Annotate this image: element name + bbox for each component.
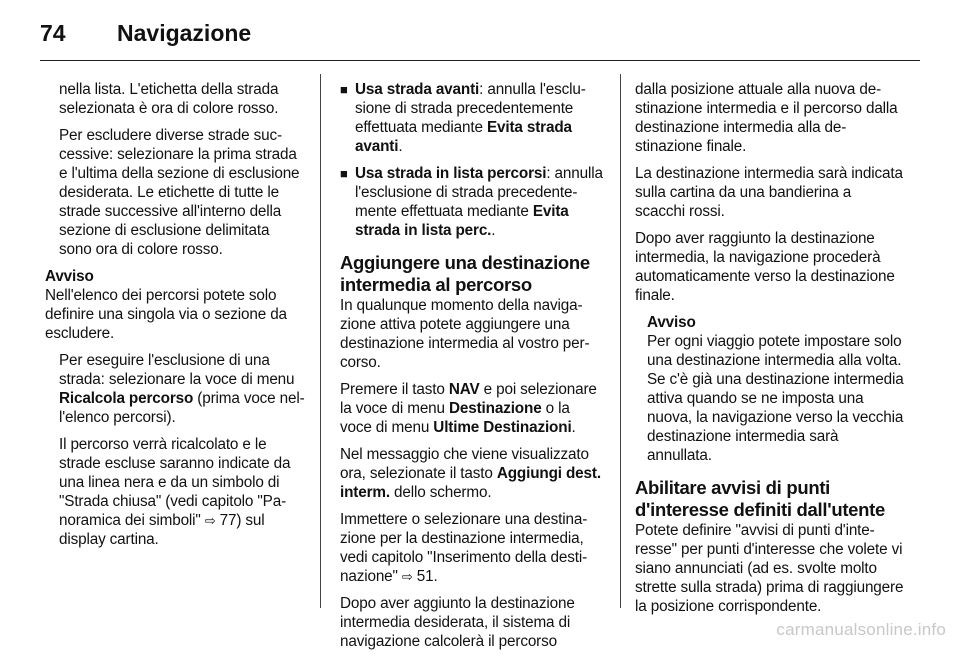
note-title: Avviso bbox=[647, 314, 696, 331]
menu-item-reference: Usa strada in lista percorsi bbox=[355, 165, 547, 182]
note-title: Avviso bbox=[45, 268, 94, 285]
paragraph bbox=[340, 380, 605, 437]
paragraph bbox=[47, 351, 305, 427]
page-title: Navigazione bbox=[117, 20, 252, 46]
text-run: . bbox=[491, 222, 496, 239]
paragraph: In qualunque momento della navigazione attiva potete aggiungere una destinazione intermedia al vostro percorso. bbox=[340, 297, 590, 371]
paragraph bbox=[340, 445, 605, 502]
text-run: e poi selezionare la voce di menu bbox=[340, 381, 597, 417]
paragraph: nella lista. L'etichetta della strada selezionata è ora di colore rosso. bbox=[59, 81, 279, 117]
header-rule bbox=[40, 60, 920, 61]
text-run: dello schermo. bbox=[389, 484, 492, 501]
bullet-item bbox=[340, 164, 605, 240]
text-run: . bbox=[571, 419, 576, 436]
bullet-square-icon: ■ bbox=[340, 82, 348, 97]
note-box bbox=[635, 313, 905, 465]
page-number: 74 bbox=[40, 20, 66, 46]
section-heading: Abilitare avvisi di punti d'interesse definiti dall'utente bbox=[635, 477, 886, 520]
paragraph: dalla posizione attuale alla nuova destinazione intermedia e il percorso dalla destinazione intermedia alla destinazione finale. bbox=[635, 81, 898, 155]
button-reference: Aggiungi dest. interm. bbox=[340, 465, 601, 501]
page-reference-arrow-icon: ⇨ bbox=[204, 513, 216, 528]
text-run: Immettere o selezionare una destinazione per la destinazione intermedia, vedi capitolo "Inserimento della destinazione" bbox=[340, 511, 588, 585]
page-header bbox=[0, 0, 960, 64]
column-2 bbox=[340, 80, 605, 659]
text-run: o la voce di menu bbox=[340, 400, 570, 436]
menu-item-reference: Ultime Destinazioni bbox=[433, 419, 572, 436]
column-3 bbox=[635, 80, 905, 624]
note-box bbox=[45, 267, 305, 343]
text-run: Il percorso verrà ricalcolato e le strade escluse saranno indicate da una linea nera e da un simbolo di "Strada chiusa" (vedi capitolo "Panoramica dei simboli" bbox=[59, 436, 291, 529]
menu-item-reference: Ricalcola percorso bbox=[59, 390, 194, 407]
button-reference: NAV bbox=[448, 381, 480, 398]
paragraph: Dopo aver raggiunto la destinazione intermedia, la navigazione procederà automaticamente verso la destinazione finale. bbox=[635, 230, 895, 304]
text-run: 51. bbox=[412, 568, 438, 585]
paragraph: Dopo aver aggiunto la destinazione intermedia desiderata, il sistema di navigazione calcolerà il percorso bbox=[340, 595, 575, 650]
column-1 bbox=[47, 80, 305, 557]
section-heading: Aggiungere una destinazione intermedia al percorso bbox=[340, 252, 590, 295]
paragraph: Potete definire "avvisi di punti d'interesse" per punti d'interesse che volete vi siano annunciati (ad es. svolte molto strette sulla strada) prima di raggiungere la posizione corrispondente. bbox=[635, 522, 904, 615]
watermark: carmanualsonline.info bbox=[776, 620, 946, 639]
menu-item-reference: Destinazione bbox=[449, 400, 542, 417]
text-run: Nel messaggio che viene visualizzato ora, selezionate il tasto bbox=[340, 446, 589, 482]
bullet-square-icon: ■ bbox=[340, 166, 348, 181]
text-run: (prima voce nell'elenco percorsi). bbox=[59, 390, 305, 426]
text-run: . bbox=[398, 138, 403, 155]
note-text: Nell'elenco dei percorsi potete solo definire una singola via o sezione da escludere. bbox=[45, 287, 287, 342]
page-reference-arrow-icon: ⇨ bbox=[401, 569, 413, 584]
paragraph bbox=[340, 510, 605, 586]
menu-item-reference: Evita strada in lista perc. bbox=[355, 203, 569, 239]
text-run: : annulla l'esclusione di strada precedentemente effettuata mediante bbox=[355, 81, 586, 136]
paragraph: Per escludere diverse strade successive: selezionare la prima strada e l'ultima della sezione di esclusione desiderata. Le etichette di tutte le strade successive all'interno della sezione di esclusione delimitata sono ora di colore rosso. bbox=[59, 127, 300, 258]
bullet-item bbox=[340, 80, 605, 156]
paragraph: La destinazione intermedia sarà indicata sulla cartina da una bandierina a scacchi rossi. bbox=[635, 165, 903, 220]
text-run: : annulla l'esclusione di strada precedentemente effettuata mediante bbox=[355, 165, 603, 220]
text-run: 77) sul display cartina. bbox=[59, 512, 265, 548]
note-text: Per ogni viaggio potete impostare solo una destinazione intermedia alla volta. Se c'è già una destinazione intermedia attiva quando se ne imposta una nuova, la navigazione verso la vecchia destinazione intermedia sarà annullata. bbox=[647, 333, 904, 464]
text-run: Per eseguire l'esclusione di una strada: selezionare la voce di menu bbox=[59, 352, 295, 388]
paragraph bbox=[47, 435, 305, 549]
menu-item-reference: Evita strada avanti bbox=[355, 119, 572, 155]
text-run: Premere il tasto bbox=[340, 381, 449, 398]
column-divider-1 bbox=[320, 74, 321, 608]
column-divider-2 bbox=[620, 74, 621, 608]
menu-item-reference: Usa strada avanti bbox=[355, 81, 480, 98]
